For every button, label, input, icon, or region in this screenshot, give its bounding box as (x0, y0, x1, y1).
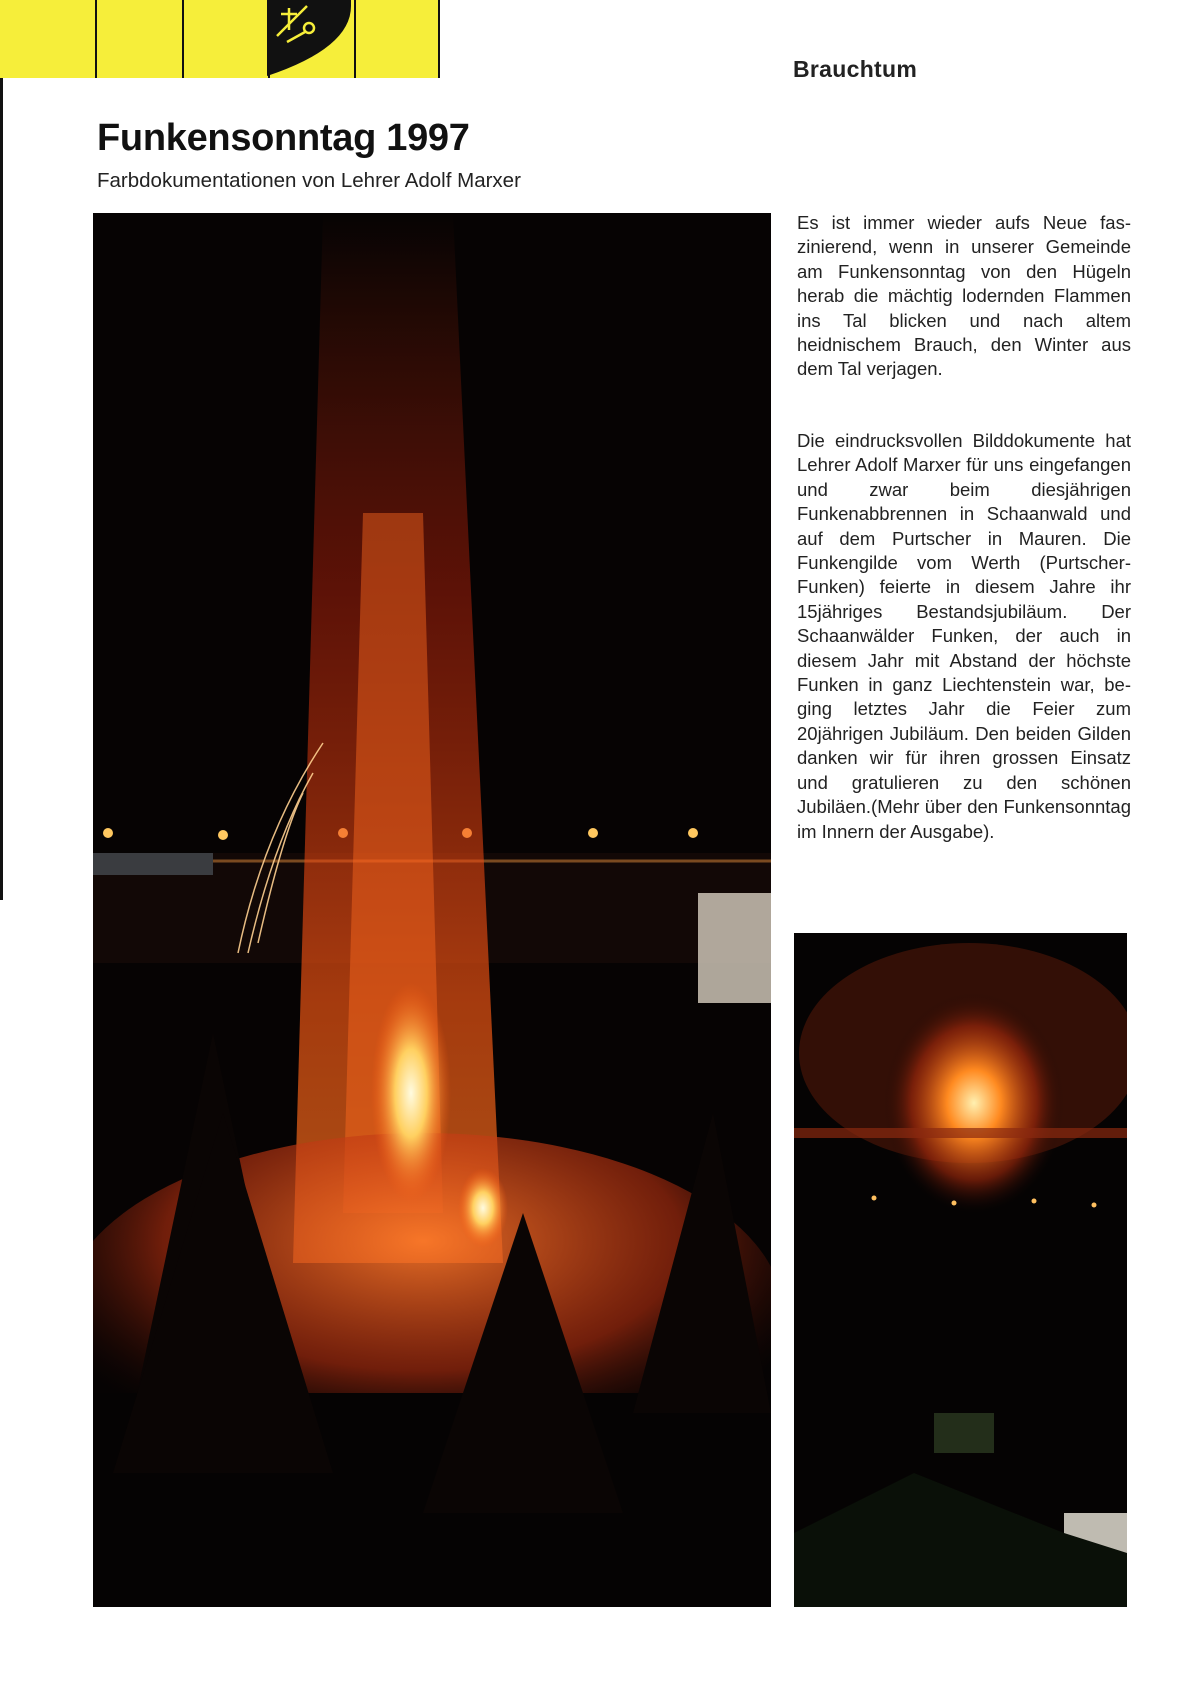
coat-of-arms-icon (267, 0, 351, 76)
band-divider (354, 0, 356, 78)
article-paragraph-2: Die eindrucksvollen Bilddokumente hat Lehrer Adolf Marxer für uns eingefangen und zwar beim diesjährigen Funkenabbrennen in Schaanwald und auf dem Purtscher in Mauren. Die Funkengilde vom Werth (Purtscher-Funken) feierte in diesem Jahre ihr 15jähriges Bestandsjubiläum. Der Schaanwälder Funken, der auch in diesem Jahr mit Abstand der höchste Funken in ganz Liechtenstein war, beging letztes Jahr die Feier zum 20jährigen Jubiläum. Den beiden Gilden danken wir für ihren grossen Einsatz und gratulieren zu den schönen Jubiläen.(Mehr über den Funkensonntag im Innern der Ausgabe). (797, 430, 1131, 842)
article-subtitle: Farbdokumentationen von Lehrer Adolf Marxer (97, 169, 521, 192)
band-divider (95, 0, 97, 78)
page-edge-bar (0, 0, 3, 900)
band-divider (182, 0, 184, 78)
band-divider (438, 0, 440, 78)
header-color-band (0, 0, 440, 78)
section-label: Brauchtum (793, 56, 918, 82)
bonfire-hill-photo (794, 933, 1127, 1607)
bonfire-night-photo (93, 213, 771, 1607)
article-paragraph-1: Es ist immer wieder aufs Neue faszinierend, wenn in unserer Gemeinde am Funkensonntag von den Hügeln herab die mächtig lodernden Flammen ins Tal blicken und nach altem heidnischem Brauch, den Winter aus dem Tal verjagen. (797, 212, 1131, 380)
article-title: Funkensonntag 1997 (97, 117, 470, 159)
